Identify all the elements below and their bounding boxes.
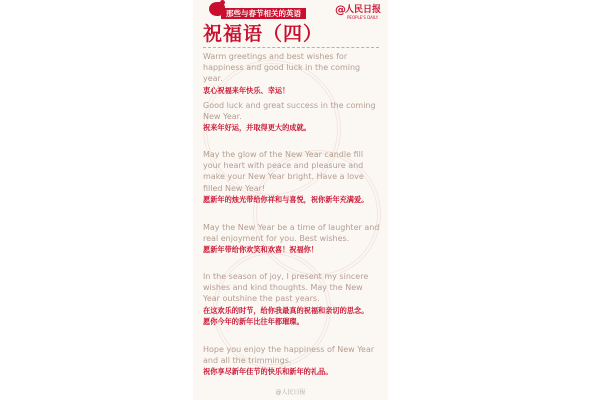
greeting-english: Good luck and great success in the coming New Year.: [203, 101, 376, 122]
greeting-chinese: 祝你享尽新年佳节的快乐和新年的礼品。: [203, 367, 333, 377]
topic-tag: 那些与春节相关的英语: [221, 8, 306, 19]
greeting-chinese: 衷心祝福来年快乐、幸运！: [203, 85, 290, 95]
card-header: [193, 0, 388, 22]
logo-at-sign: @: [335, 3, 346, 16]
footer-watermark: @人民日报: [275, 389, 306, 396]
greeting-item: [203, 100, 381, 133]
greeting-english: May the glow of the New Year candle fill your heart with peace and pleasure and make your New Year bright. Have a love filled New Year!: [203, 150, 364, 193]
greeting-item: [203, 51, 381, 96]
logo-subtitle: PEOPLE'S DAILY: [347, 15, 379, 20]
greetings-card: [193, 0, 388, 400]
greeting-item: [203, 222, 381, 255]
greeting-item: [203, 344, 381, 377]
logo-name: 人民日报: [345, 5, 382, 15]
greeting-chinese: 祝来年好运，并取得更大的成就。: [203, 123, 311, 133]
greeting-item: [203, 149, 381, 205]
greeting-chinese: 愿新年带给你欢笑和欢喜！祝福你！: [203, 245, 319, 255]
greeting-chinese: 在这欢乐的时节，给你我最真的祝福和亲切的思念。: [203, 305, 369, 315]
greeting-chinese: 愿新年的烛光带给你祥和与喜悦，祝你新年充满爱。: [203, 194, 369, 204]
page-title: 祝福语（四）: [203, 23, 324, 45]
greeting-english: May the New Year be a time of laughter and real enjoyment for you. Best wishes.: [203, 223, 380, 244]
title-divider: [203, 47, 379, 48]
greeting-chinese: 愿你今年的新年比往年都璀璨。: [203, 316, 304, 326]
greeting-english: Warm greetings and best wishes for happiness and good luck in the coming year.: [203, 52, 361, 84]
peoples-daily-logo: [335, 4, 387, 22]
greeting-english: In the season of joy, I present my sincere wishes and kind thoughts. May the New Year outshine the past years.: [203, 272, 369, 304]
greeting-item: [203, 271, 381, 327]
greeting-english: Hope you enjoy the happiness of New Year and all the trimmings.: [203, 345, 375, 366]
